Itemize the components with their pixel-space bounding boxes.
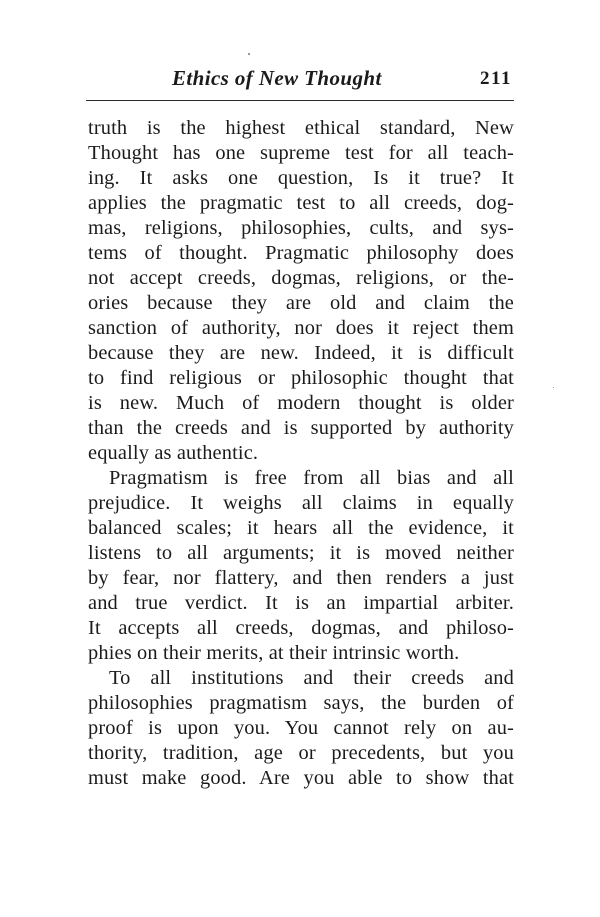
text-line: balanced scales; it hears all the evidence, it (88, 517, 514, 539)
page-header (88, 62, 514, 96)
text-line: listens to all arguments; it is moved neither (88, 542, 514, 564)
header-rule (86, 100, 514, 101)
text-line: Pragmatism is free from all bias and all (109, 467, 514, 489)
text-line: It accepts all creeds, dogmas, and philoso- (88, 617, 514, 639)
print-speck (553, 387, 554, 388)
text-line: and true verdict. It is an impartial arbiter. (88, 592, 514, 614)
text-line: tems of thought. Pragmatic philosophy does (88, 242, 514, 264)
text-line: truth is the highest ethical standard, New (88, 117, 514, 139)
body-text (88, 116, 514, 791)
text-line: not accept creeds, dogmas, religions, or the- (88, 267, 514, 289)
text-line: must make good. Are you able to show that (88, 767, 514, 789)
text-line: is new. Much of modern thought is older (88, 392, 514, 414)
text-line: ories because they are old and claim the (88, 292, 514, 314)
text-line: proof is upon you. You cannot rely on au- (88, 717, 514, 739)
text-line: equally as authentic. (88, 442, 259, 464)
text-line: sanction of authority, nor does it reject them (88, 317, 514, 339)
page-number: 211 (480, 68, 512, 89)
text-line: by fear, nor flattery, and then renders a just (88, 567, 514, 589)
text-line: philosophies pragmatism says, the burden of (88, 692, 514, 714)
text-line: to find religious or philosophic thought that (88, 367, 514, 389)
text-line: because they are new. Indeed, it is difficult (88, 342, 514, 364)
print-speck (248, 53, 250, 55)
running-title: Ethics of New Thought (172, 66, 382, 90)
text-line: mas, religions, philosophies, cults, and sys- (88, 217, 514, 239)
text-line: phies on their merits, at their intrinsic worth. (88, 642, 460, 664)
text-line: applies the pragmatic test to all creeds, dog- (88, 192, 514, 214)
text-line: Thought has one supreme test for all teach- (88, 142, 514, 164)
text-line: prejudice. It weighs all claims in equally (88, 492, 514, 514)
text-line: than the creeds and is supported by authority (88, 417, 514, 439)
text-line: thority, tradition, age or precedents, but you (88, 742, 514, 764)
text-line: ing. It asks one question, Is it true? It (88, 167, 514, 189)
text-line: To all institutions and their creeds and (109, 667, 514, 689)
